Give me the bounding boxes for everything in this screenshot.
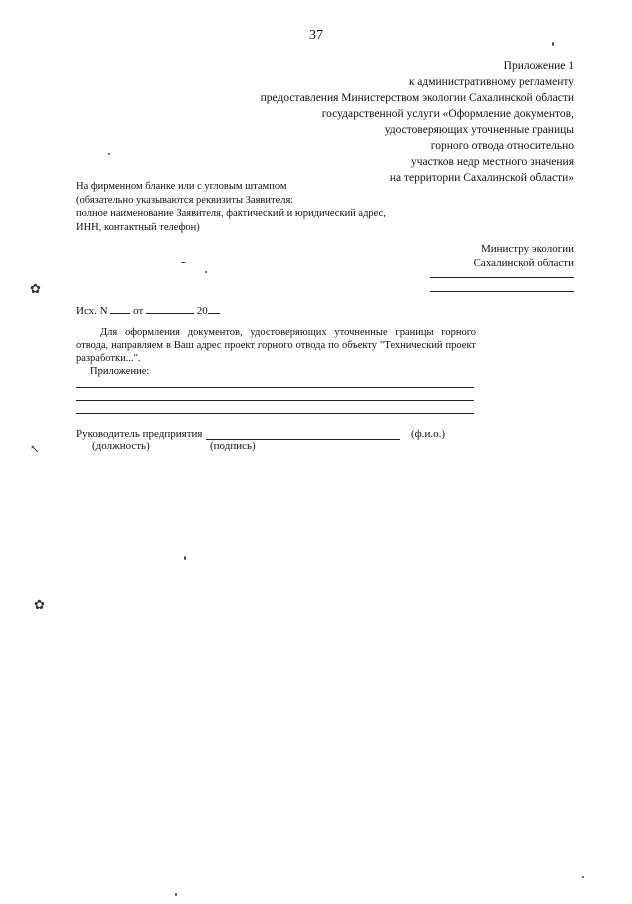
letterhead-note	[76, 180, 386, 234]
scan-speck	[205, 271, 207, 273]
appendix-line: участков недр местного значения	[411, 156, 574, 168]
scan-speck	[181, 262, 186, 263]
addressee-block	[474, 242, 574, 270]
appendix-line: горного отвода относительно	[430, 140, 574, 152]
reference-year-blank	[208, 303, 220, 314]
addressee-blank-line	[430, 277, 574, 278]
addressee-line: Министру экологии	[480, 243, 574, 255]
scan-speck	[582, 876, 584, 878]
attachment-line	[76, 413, 474, 414]
attachment-line	[76, 387, 474, 388]
scan-speck	[175, 893, 177, 896]
appendix-line: предоставления Министерством экологии Сахалинской области	[260, 92, 574, 104]
signature-caption: (подпись)	[210, 440, 256, 452]
appendix-line: на территории Сахалинской области»	[389, 172, 574, 184]
scan-speck	[184, 556, 186, 560]
letterhead-line: полное наименование Заявителя, фактический и юридический адрес,	[76, 208, 386, 219]
appendix-header	[261, 58, 574, 186]
reference-number-blank	[110, 303, 130, 314]
letter-body	[76, 326, 476, 378]
scan-mark: ↖	[30, 442, 41, 456]
attachment-line	[76, 400, 474, 401]
attachment-label: Приложение:	[90, 366, 150, 377]
appendix-line: государственной услуги «Оформление документов,	[321, 108, 574, 120]
appendix-line: удостоверяющих уточненные границы	[384, 124, 574, 136]
name-caption: (ф.и.о.)	[411, 428, 446, 440]
scan-speck	[108, 153, 110, 155]
reference-prefix: Исх. N	[76, 305, 108, 317]
position-caption: (должность)	[92, 440, 150, 452]
signatory-role: Руководитель предприятия	[76, 428, 203, 440]
appendix-line: к административному регламенту	[408, 76, 574, 88]
scan-speck	[552, 42, 554, 46]
reference-date-blank	[146, 303, 194, 314]
scan-mark: ✿	[30, 281, 41, 296]
page-number: 37	[309, 28, 323, 43]
reference-year: 20	[196, 305, 208, 317]
addressee-line: Сахалинской области	[473, 257, 574, 269]
letterhead-line: На фирменном бланке или с угловым штампом	[76, 181, 287, 192]
letterhead-line: (обязательно указываются реквизиты Заявителя:	[76, 194, 294, 206]
body-paragraph: Для оформления документов, удостоверяющих уточненные границы горного отвода, направляем в Ваш адрес проект горного отвода по объекту "Технический проект разработки...".	[76, 327, 476, 364]
addressee-blank-line	[430, 291, 574, 292]
outgoing-reference	[76, 303, 220, 317]
reference-from: от	[133, 305, 144, 317]
letterhead-line: ИНН, контактный телефон)	[76, 221, 200, 233]
appendix-line: Приложение 1	[503, 60, 574, 72]
scan-mark: ✿	[34, 597, 45, 612]
